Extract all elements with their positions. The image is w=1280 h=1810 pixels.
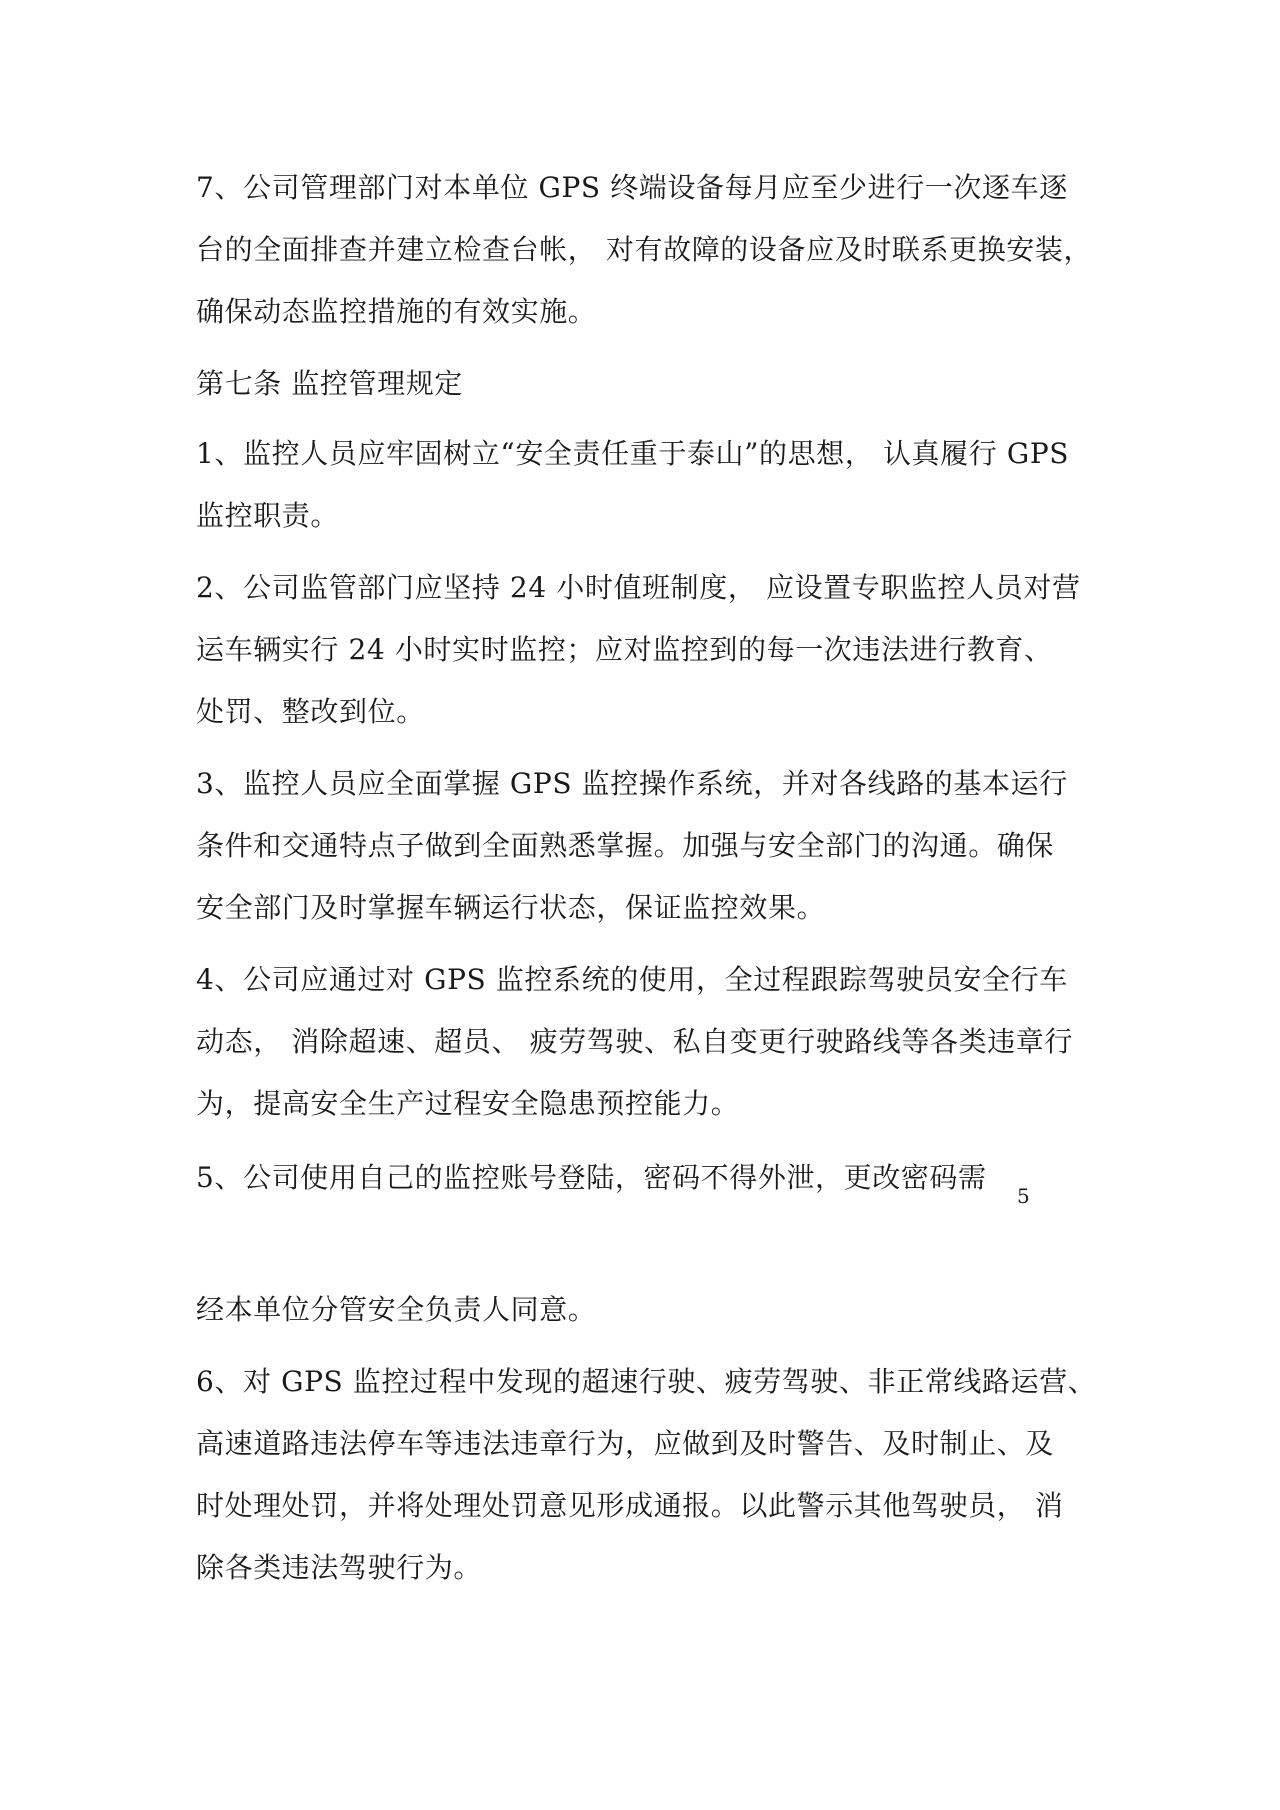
text-line: 时处理处罚，并将处理处罚意见形成通报。以此警示其他驾驶员， 消 [196,1489,1064,1522]
text-line: 监控职责。 [196,499,340,532]
text-line: 高速道路违法停车等违法违章行为，应做到及时警告、及时制止、及 [196,1427,1055,1460]
text-line: 除各类违法驾驶行为。 [196,1551,483,1584]
text-line: 条件和交通特点子做到全面熟悉掌握。加强与安全部门的沟通。确保 [196,829,1055,862]
text-line: 安全部门及时掌握车辆运行状态，保证监控效果。 [196,891,826,924]
text-line: 5、公司使用自己的监控账号登陆，密码不得外泄，更改密码需 [196,1161,987,1194]
text-line: 动态， 消除超速、超员、 疲劳驾驶、私自变更行驶路线等各类违章行 [196,1025,1074,1058]
text-line: 6、对 GPS 监控过程中发现的超速行驶、疲劳驾驶、非正常线路运营、 [196,1365,1097,1398]
page-number: 5 [1017,1184,1030,1208]
text-line: 1、监控人员应牢固树立“安全责任重于泰山”的思想， 认真履行 GPS [196,437,1070,470]
text-line: 处罚、整改到位。 [196,695,425,728]
text-line: 为，提高安全生产过程安全隐患预控能力。 [196,1087,740,1120]
text-line: 7、公司管理部门对本单位 GPS 终端设备每月应至少进行一次逐车逐 [196,171,1068,204]
text-line: 2、公司监管部门应坚持 24 小时值班制度， 应设置专职监控人员对营 [196,571,1081,604]
text-line: 3、监控人员应全面掌握 GPS 监控操作系统，并对各线路的基本运行 [196,767,1068,800]
text-line: 经本单位分管安全负责人同意。 [196,1293,597,1326]
section-heading: 第七条 监控管理规定 [196,367,463,400]
text-line: 确保动态监控措施的有效实施。 [196,295,597,328]
text-line: 台的全面排查并建立检查台帐， 对有故障的设备应及时联系更换安装， [196,233,1093,266]
text-line: 运车辆实行 24 小时实时监控；应对监控到的每一次违法进行教育、 [196,633,1053,666]
text-line: 4、公司应通过对 GPS 监控系统的使用，全过程跟踪驾驶员安全行车 [196,963,1068,996]
